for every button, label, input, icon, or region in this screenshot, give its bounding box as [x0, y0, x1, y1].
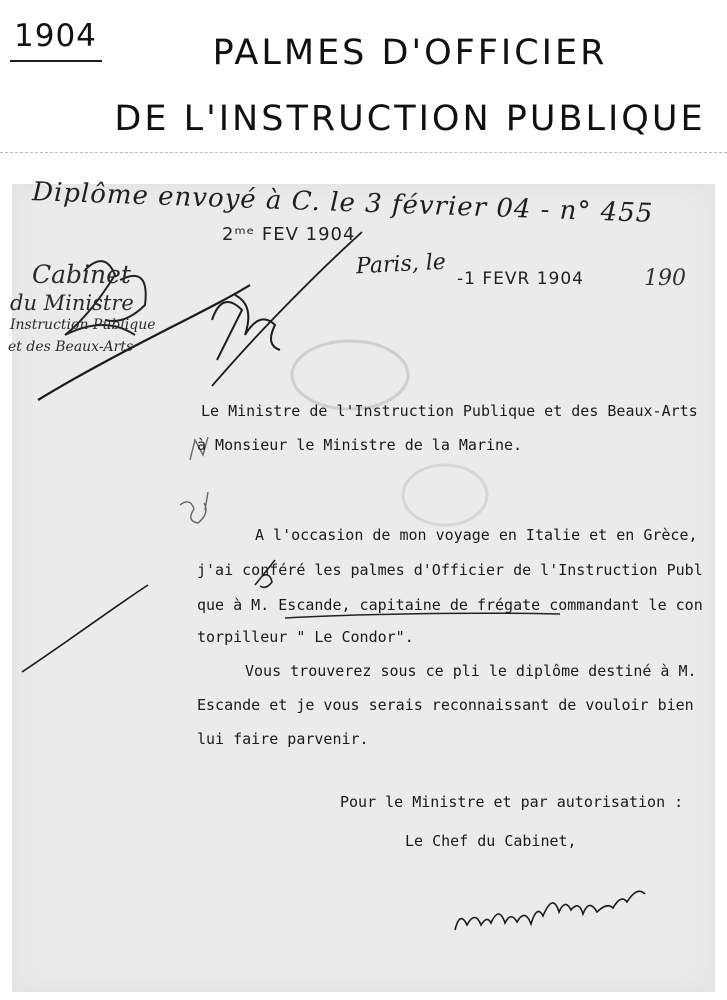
body-line: Vous trouverez sous ce pli le diplôme destiné à M.	[245, 662, 697, 680]
letterhead-line: du Ministre	[10, 291, 134, 315]
address-line: à Monsieur le Ministre de la Marine.	[197, 436, 523, 454]
stamp-received: 2ᵐᵉ FEV 1904	[222, 224, 356, 245]
year-label: 1904	[14, 18, 97, 54]
page-title-line-1: PALMES D'OFFICIER	[212, 33, 608, 73]
handwritten-note: Diplôme envoyé à C. le 3 février 04 - n° 455	[31, 177, 654, 229]
signoff-line: Pour le Ministre et par autorisation :	[340, 793, 684, 811]
body-line: A l'occasion de mon voyage en Italie et en Grèce,	[255, 526, 698, 544]
stamp-date: -1 FEVR 1904	[457, 269, 584, 289]
letterhead-line: et des Beaux-Arts	[8, 339, 134, 355]
dashed-separator	[0, 152, 727, 153]
address-line: Le Ministre de l'Instruction Publique et des Beaux-Arts	[201, 402, 698, 420]
letterhead-line: Cabinet	[32, 260, 131, 289]
signoff-line: Le Chef du Cabinet,	[405, 832, 577, 850]
year-suffix: 190	[644, 266, 686, 291]
place-label: Paris, le	[355, 249, 447, 280]
body-line: Escande et je vous serais reconnaissant de vouloir bien	[197, 696, 694, 714]
page-title-line-2: DE L'INSTRUCTION PUBLIQUE	[114, 99, 706, 139]
body-line: que à M. Escande, capitaine de frégate commandant le con	[197, 596, 703, 614]
year-underline	[10, 60, 102, 62]
body-line: lui faire parvenir.	[197, 730, 369, 748]
letterhead	[8, 262, 156, 354]
body-line: j'ai conféré les palmes d'Officier de l'Instruction Publ	[197, 561, 703, 579]
letterhead-line: Instruction Publique	[10, 317, 156, 333]
body-line: torpilleur " Le Condor".	[197, 628, 414, 646]
